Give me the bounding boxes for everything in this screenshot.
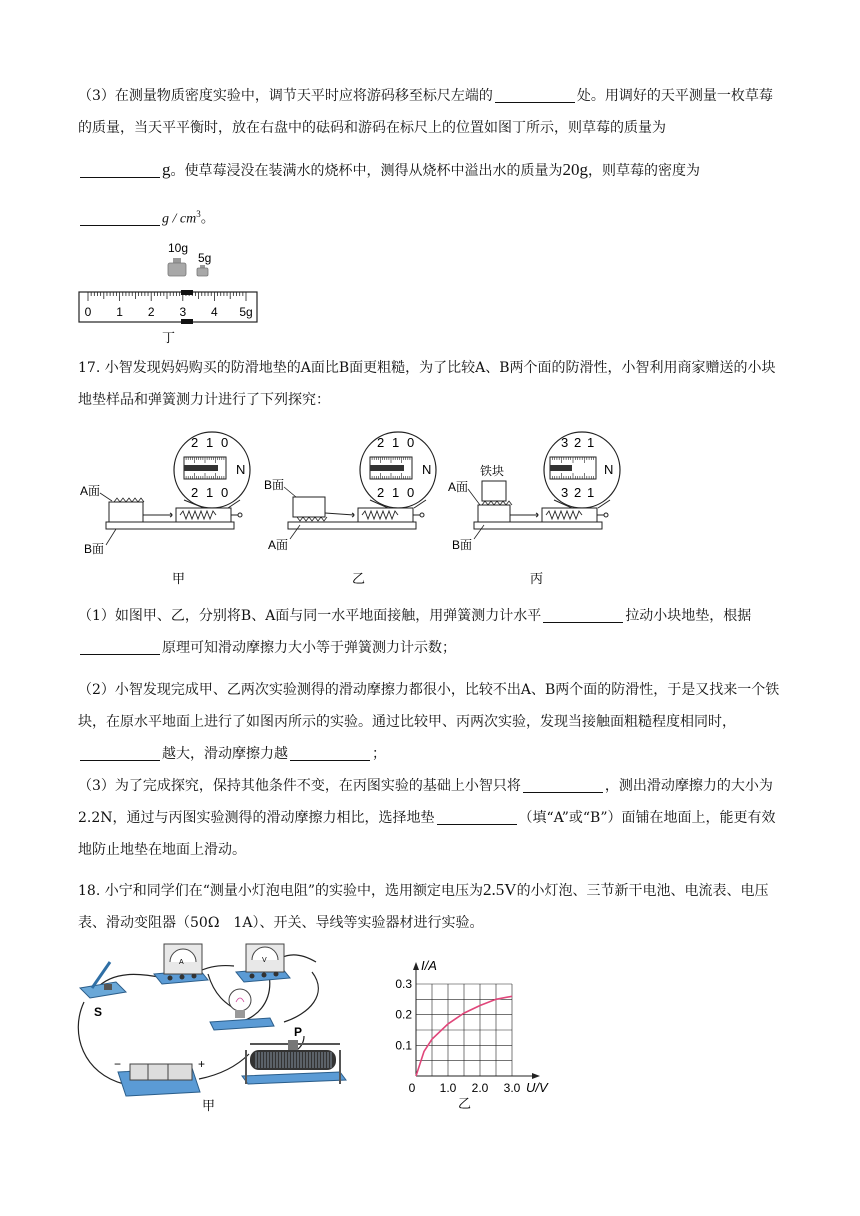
- label-voltmeter: V: [262, 957, 267, 964]
- figure-caption-graph: 乙: [458, 1096, 472, 1111]
- answer-blank-principle[interactable]: [80, 636, 160, 655]
- label-battery-plus: +: [198, 1057, 206, 1071]
- figure-bing-friction: [444, 425, 624, 595]
- dial-bottom-n2: 2: [377, 485, 385, 500]
- figure-jia-friction: [76, 425, 256, 595]
- weight-10g-icon: [168, 258, 186, 276]
- dial-unit: N: [604, 462, 614, 477]
- figure-circuit: [74, 944, 364, 1114]
- q17-p1c: 原理可知滑动摩擦力大小等于弹簧测力计示数；: [162, 640, 456, 656]
- scale-tick-label: 0: [84, 305, 92, 319]
- switch-icon[interactable]: [80, 962, 126, 998]
- chart-x-tick: 1.0: [439, 1081, 457, 1095]
- label-top-face: A面: [80, 484, 101, 498]
- dial-top-n2: 2: [377, 435, 385, 450]
- chart-grid: [416, 984, 512, 1076]
- chart-y-tick-labels: [395, 977, 412, 1052]
- weight-5g-label: 5g: [198, 251, 212, 265]
- answer-blank-larger[interactable]: [290, 742, 370, 761]
- q17-p1a: （1）如图甲、乙，分别将B、A面与同一水平地面接触，用弹簧测力计水平: [78, 608, 542, 624]
- figure-caption-jia: 甲: [172, 571, 186, 586]
- label-slider: P: [294, 1025, 303, 1039]
- q18-intro-b: 的小灯泡、三节新干电池、电流表、电压表、滑动变阻器（50Ω 1A）、开关、导线等实验器材进行实验。: [78, 883, 769, 931]
- q17-p2b: 越大，滑动摩擦力越: [162, 746, 288, 762]
- figure-caption-circuit: 甲: [202, 1098, 216, 1113]
- chart-x-tick-labels: [440, 1081, 521, 1095]
- weight-5g-icon: [197, 265, 208, 276]
- q17-p2a: （2）小智发现完成甲、乙两次实验测得的滑动摩擦力都很小，比较不出A、B两个面的防滑性，于是又找来一个铁块，在原水平地面上进行了如图丙所示的实验。通过比较甲、丙两次实验，发现当接触面粗糙程度相同时，: [78, 682, 780, 730]
- q17-p3c: （填“A”或“B”）面铺在地面上，能更有效地防止地垫在地面上滑动。: [78, 810, 776, 858]
- dial-top-numbers: 2: [191, 435, 199, 450]
- q17-intro: 17. 小智发现妈妈购买的防滑地垫的A面比B面更粗糙，为了比较A、B两个面的防滑性，小智利用商家赠送的小块地垫样品和弹簧测力计进行了下列探究：: [78, 360, 776, 408]
- scale-tick-label: 5g: [239, 305, 253, 319]
- dial-unit: N: [236, 462, 246, 477]
- label-ammeter: A: [179, 959, 184, 966]
- label-top-face: A面: [448, 480, 469, 494]
- rated-voltage: 2.5V: [483, 880, 517, 899]
- figure-iu-graph: [394, 954, 560, 1111]
- label-bottom-face: B面: [84, 542, 105, 556]
- chart-x-axis-label: U/V: [526, 1080, 548, 1095]
- dial-top-n0: 0: [221, 435, 229, 450]
- dial-top-n1: 1: [392, 435, 400, 450]
- answer-blank-operation[interactable]: [523, 774, 603, 793]
- dial-bottom-n1: 1: [587, 485, 595, 500]
- label-bottom-face: B面: [452, 538, 473, 552]
- dial-top-n1: 1: [206, 435, 214, 450]
- chart-origin-label: 0: [408, 1081, 416, 1095]
- dial-bottom-n2: 2: [191, 485, 199, 500]
- ground-board: [106, 522, 234, 529]
- dial-bottom-n3: 3: [561, 485, 569, 500]
- label-iron-block: 铁块: [480, 464, 505, 478]
- weight-10g-label: 10g: [168, 241, 189, 255]
- iron-block: [482, 481, 506, 501]
- q17-part2: [78, 674, 784, 770]
- dial-bottom-n0: 0: [407, 485, 415, 500]
- answer-blank-face[interactable]: [437, 806, 517, 825]
- answer-blank-pressure[interactable]: [80, 742, 160, 761]
- dial-unit: N: [422, 462, 432, 477]
- unit-g: g: [162, 160, 171, 179]
- q18-intro: [78, 874, 784, 939]
- label-bottom-face: A面: [268, 538, 289, 552]
- q16-end: 。: [200, 210, 215, 227]
- density-unit-exponent: 3: [196, 209, 201, 219]
- chart-y-tick: 0.3: [395, 977, 412, 991]
- mat-sample: [478, 505, 510, 522]
- q17-p1b: 拉动小块地垫，根据: [625, 608, 752, 624]
- dial-bottom-n0: 0: [221, 485, 229, 500]
- figure-caption-ding: 丁: [162, 330, 176, 345]
- chart-y-axis-label: I/A: [421, 958, 437, 973]
- rheostat-icon[interactable]: [242, 1040, 346, 1084]
- dial-bottom-n1: 1: [206, 485, 214, 500]
- battery-icon[interactable]: [118, 1064, 200, 1096]
- q16-part3: [78, 80, 784, 144]
- q16-text1: （3）在测量物质密度实验中，调节天平时应将游码移至标尺左端的: [78, 88, 493, 104]
- q17-part1: [78, 600, 784, 664]
- ammeter-icon[interactable]: [154, 944, 208, 984]
- q16-part3-line3: [78, 154, 784, 187]
- q17-p2c: ；: [372, 746, 386, 762]
- rider-bottom: [181, 319, 193, 324]
- label-top-face: B面: [264, 478, 285, 492]
- scale-tick-label: 4: [211, 305, 218, 319]
- q17-part3: [78, 770, 784, 866]
- q17-p3b: ，测出滑动摩擦力的大小为2.2N，通过与丙图实验测得的滑动摩擦力相比，选择地垫: [78, 778, 773, 826]
- chart-y-tick: 0.2: [395, 1007, 412, 1022]
- figure-yi-friction: [258, 425, 438, 595]
- dial-top-n3: 3: [561, 435, 569, 450]
- mat-sample: [293, 497, 325, 517]
- dial-top-n1: 1: [587, 435, 595, 450]
- answer-blank-density[interactable]: [80, 207, 160, 226]
- bulb-icon[interactable]: [210, 989, 274, 1030]
- q18-intro-a: 18. 小宁和同学们在“测量小灯泡电阻”的实验中，选用额定电压为: [78, 883, 484, 899]
- mat-sample: [109, 502, 143, 522]
- scale-tick-label: 2: [147, 305, 155, 319]
- q16-text2: 处。用调好的天平测量一枚草莓的质量，当天平平衡时，放在右盘中的砝码和游码在标尺上的位置如图丁所示，则草莓的质量为: [78, 88, 773, 136]
- label-battery-minus: −: [114, 1057, 122, 1071]
- chart-x-tick: 2.0: [471, 1081, 489, 1095]
- answer-blank-uniform[interactable]: [543, 604, 623, 623]
- figure-caption-yi: 乙: [352, 571, 366, 586]
- figure-caption-bing: 丙: [530, 571, 544, 586]
- dial-bottom-n1: 1: [392, 485, 400, 500]
- dial-top-n2: 2: [574, 435, 582, 450]
- ground-board: [474, 522, 602, 529]
- density-unit: g / cm: [162, 211, 197, 227]
- voltmeter-icon[interactable]: [236, 944, 290, 982]
- dial-top-n0: 0: [407, 435, 415, 450]
- answer-blank-mass[interactable]: [80, 159, 160, 178]
- magnified-dial: [174, 432, 250, 508]
- scale-tick-label: 3: [179, 305, 187, 319]
- rider-top[interactable]: [181, 290, 193, 295]
- ground-board: [288, 522, 416, 529]
- overflow-mass: 20g: [562, 160, 588, 179]
- label-switch: S: [94, 1005, 103, 1019]
- q16-text3: 。使草莓浸没在装满水的烧杯中，测得从烧杯中溢出水的质量为: [170, 163, 563, 179]
- answer-blank-zero-mark[interactable]: [495, 84, 575, 103]
- q16-text4: ，则草莓的密度为: [588, 163, 700, 179]
- figure-ding-balance-scale: [76, 236, 262, 348]
- dial-bottom-n2: 2: [574, 485, 582, 500]
- scale-tick-label: 1: [116, 305, 123, 319]
- chart-x-tick: 3.0: [503, 1081, 521, 1095]
- q17-p3a: （3）为了完成探究，保持其他条件不变，在丙图实验的基础上小智只将: [78, 778, 521, 794]
- q16-part3-line4: [78, 198, 784, 236]
- chart-y-tick: 0.1: [395, 1038, 412, 1053]
